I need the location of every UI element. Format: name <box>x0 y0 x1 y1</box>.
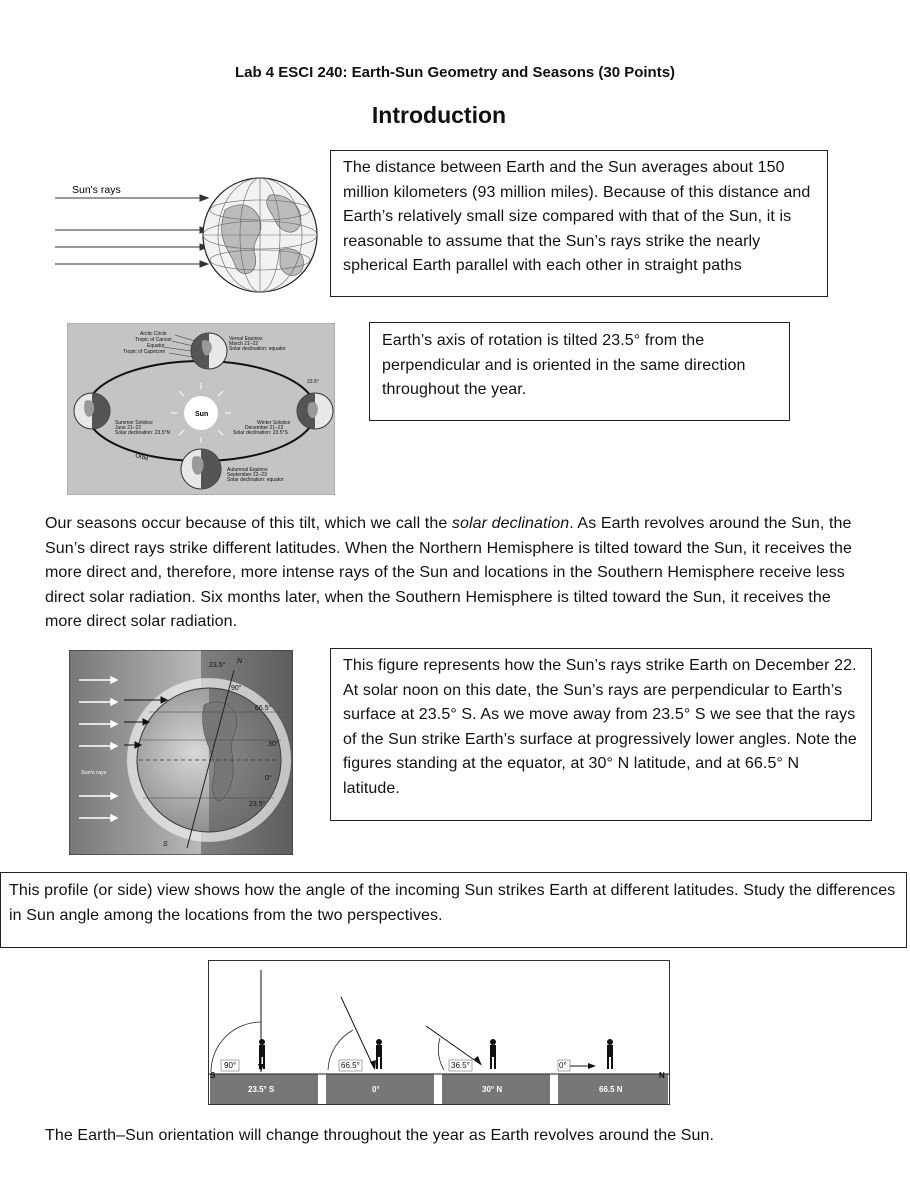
latitude-23s-label: 23.5° S <box>248 1085 275 1094</box>
latitude-30n-label: 30° N <box>482 1085 503 1094</box>
latitude-66n-label: 66.5 N <box>599 1085 623 1094</box>
south-pole-label: S <box>163 841 168 848</box>
summer-line2: June 21–22 <box>115 425 142 431</box>
equator-label: Equator <box>147 343 165 349</box>
angle-23-label: 23.5° <box>249 801 266 808</box>
axis-tilt-label: 23.5° <box>209 662 226 669</box>
rays-label: Sun's rays <box>81 770 107 776</box>
sun-angle-profile-figure <box>208 960 670 1106</box>
sun-rays-globe-figure <box>50 165 325 305</box>
sun-label: Sun <box>195 411 209 418</box>
seasons-paragraph <box>45 512 865 635</box>
solar-declination-term: solar declination <box>451 515 570 532</box>
autumnal-line1: Autumnal Equinox <box>227 467 268 473</box>
closing-paragraph: The Earth–Sun orientation will change throughout the year as Earth revolves around the Sun. <box>45 1127 715 1144</box>
tilt-label: 23.5° <box>307 379 319 385</box>
autumnal-line3: Solar declination: equator <box>227 477 284 483</box>
north-label: N <box>659 1071 665 1080</box>
december-rays-figure <box>69 650 293 855</box>
distance-paragraph-box: The distance between Earth and the Sun averages about 150 million kilometers (93 million miles). Because of this distance and Earth’s relatively small size compared with that of the Sun, it is reasonable to assume that the Sun’s rays strike the nearly spherical Earth parallel with each other in straight paths <box>330 150 828 297</box>
angle-66-label: 66.5° <box>255 705 272 712</box>
north-pole-label: N <box>237 658 243 665</box>
latitude-equator-label: 0° <box>372 1085 380 1094</box>
winter-line3: Solar declination: 23.5°S <box>233 430 288 436</box>
axis-tilt-paragraph-box: Earth’s axis of rotation is tilted 23.5° from the perpendicular and is oriented in the same direction throughout the year. <box>369 322 790 421</box>
angle-36-label: 36.5° <box>451 1061 470 1070</box>
orbit-label: Orbit <box>134 453 149 463</box>
angle-0-label: 0° <box>265 775 272 782</box>
earth-summer-solstice <box>74 393 110 429</box>
summer-line3: Solar declination: 23.5°N <box>115 430 171 436</box>
winter-line1: Winter Solstice <box>257 420 291 426</box>
profile-view-paragraph-box: This profile (or side) view shows how the angle of the incoming Sun strikes Earth at different latitudes. Study the differences in Sun angle among the locations from the two perspectives. <box>0 872 907 948</box>
orbit-seasons-figure <box>67 323 335 495</box>
angle-90-label: 90° <box>224 1061 237 1070</box>
tropic-capricorn-label: Tropic of Capricorn <box>123 349 166 355</box>
angle-30-label: 30° <box>268 741 279 748</box>
december-figure-paragraph-box: This figure represents how the Sun’s rays strike Earth on December 22. At solar noon on this date, the Sun’s rays are perpendicular to Earth’s surface at 23.5° S. As we move away from 23.5° S we see that the rays of the Sun strike Earth’s surface at progressively lower angles. Note the figures standing at the equator, at 30° N latitude, and at 66.5° N latitude. <box>330 648 872 821</box>
summer-line1: Summer Solstice <box>115 420 153 426</box>
tropic-cancer-label: Tropic of Cancer <box>135 337 172 343</box>
vernal-line2: March 21–22 <box>229 341 259 347</box>
vernal-line3: Solar declination: equator <box>229 346 286 352</box>
angle-0-label: 0° <box>559 1061 567 1070</box>
south-label: S <box>210 1071 216 1080</box>
seasons-text-start: Our seasons occur because of this tilt, which we call the <box>45 515 452 532</box>
seasons-text-end: . As Earth revolves around the Sun, the Sun’s direct rays strike different latitudes. When the Northern Hemisphere is tilted toward the Sun, it receives the more direct and, therefore, more intense rays of the Sun and locations in the Southern Hemisphere receive less direct solar radiation. Six months later, when the Southern Hemisphere is tilted toward the Sun, it receives the more direct solar radiation. <box>45 515 852 630</box>
earth-autumnal-equinox <box>181 449 221 489</box>
document-title: Lab 4 ESCI 240: Earth-Sun Geometry and Seasons (30 Points) <box>234 64 676 81</box>
sun-rays-label: Sun's rays <box>72 184 121 196</box>
arctic-circle-label: Arctic Circle <box>140 331 167 337</box>
introduction-heading: Introduction <box>371 102 507 128</box>
winter-line2: December 21–22 <box>245 425 284 431</box>
vernal-line1: Vernal Equinox <box>229 336 263 342</box>
angle-90-label: 90° <box>231 685 242 692</box>
angle-66-label: 66.5° <box>341 1061 360 1070</box>
earth-globe <box>203 178 317 292</box>
earth-winter-solstice <box>297 393 333 429</box>
autumnal-line2: September 22–23 <box>227 472 267 478</box>
earth-vernal-equinox <box>191 333 227 369</box>
